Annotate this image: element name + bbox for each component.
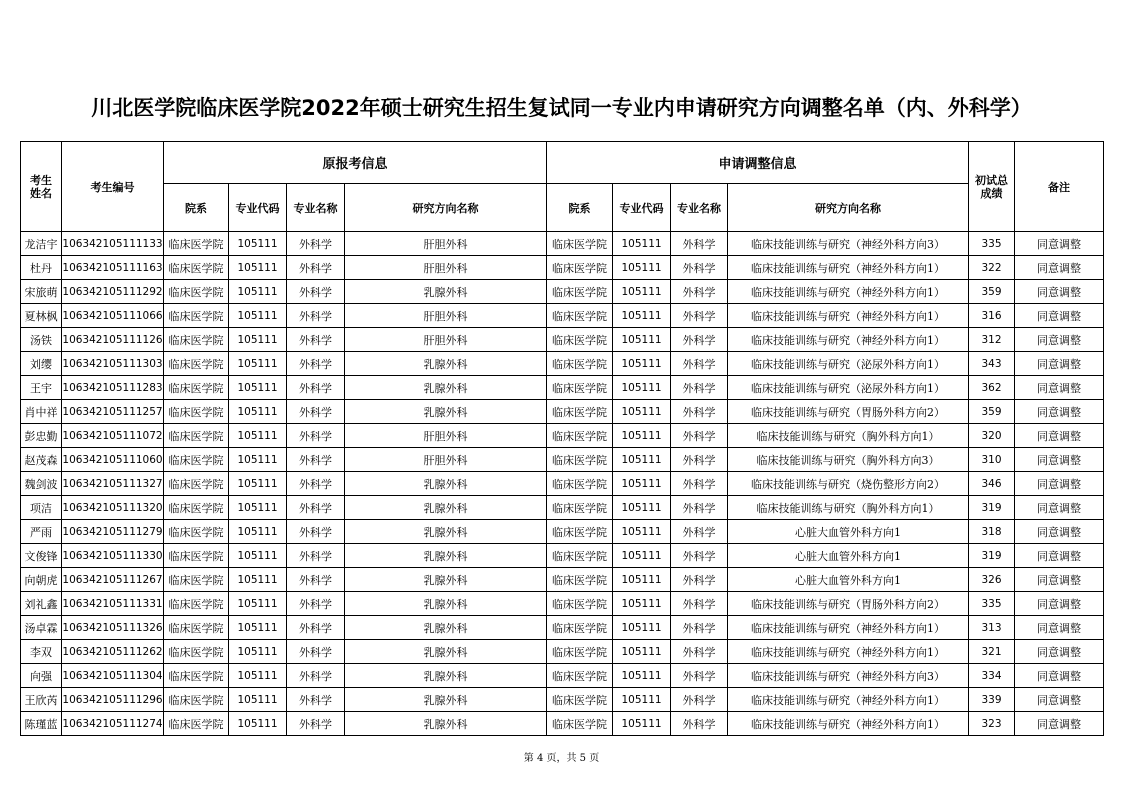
cell-exam-id: 106342105111072 (62, 424, 164, 448)
cell-name: 彭忠勤 (21, 424, 62, 448)
cell-score: 322 (969, 256, 1015, 280)
cell-new-major-code: 105111 (613, 448, 671, 472)
cell-new-major-name: 外科学 (671, 232, 728, 256)
cell-exam-id: 106342105111331 (62, 592, 164, 616)
cell-new-college: 临床医学院 (547, 640, 613, 664)
cell-major-name: 外科学 (287, 640, 345, 664)
cell-direction: 肝胆外科 (345, 448, 547, 472)
cell-college: 临床医学院 (164, 544, 229, 568)
cell-exam-id: 106342105111304 (62, 664, 164, 688)
cell-new-college: 临床医学院 (547, 328, 613, 352)
cell-new-direction: 临床技能训练与研究（神经外科方向3） (728, 664, 969, 688)
cell-new-college: 临床医学院 (547, 664, 613, 688)
cell-new-major-code: 105111 (613, 328, 671, 352)
cell-score: 319 (969, 496, 1015, 520)
cell-remark: 同意调整 (1015, 616, 1104, 640)
cell-new-major-name: 外科学 (671, 520, 728, 544)
adjustment-table (20, 141, 1104, 736)
table-row (21, 280, 1104, 304)
cell-major-code: 105111 (229, 376, 287, 400)
cell-major-code: 105111 (229, 688, 287, 712)
cell-major-name: 外科学 (287, 304, 345, 328)
cell-exam-id: 106342105111283 (62, 376, 164, 400)
cell-new-direction: 临床技能训练与研究（神经外科方向1） (728, 280, 969, 304)
cell-new-direction: 临床技能训练与研究（神经外科方向1） (728, 304, 969, 328)
cell-college: 临床医学院 (164, 328, 229, 352)
table-row (21, 448, 1104, 472)
cell-direction: 肝胆外科 (345, 304, 547, 328)
cell-new-major-name: 外科学 (671, 256, 728, 280)
cell-major-name: 外科学 (287, 448, 345, 472)
cell-score: 320 (969, 424, 1015, 448)
cell-major-code: 105111 (229, 352, 287, 376)
cell-major-code: 105111 (229, 544, 287, 568)
cell-major-code: 105111 (229, 616, 287, 640)
cell-new-direction: 临床技能训练与研究（神经外科方向1） (728, 256, 969, 280)
cell-direction: 乳腺外科 (345, 616, 547, 640)
cell-new-major-name: 外科学 (671, 568, 728, 592)
cell-major-code: 105111 (229, 520, 287, 544)
cell-new-major-code: 105111 (613, 424, 671, 448)
cell-new-major-code: 105111 (613, 520, 671, 544)
cell-major-code: 105111 (229, 640, 287, 664)
cell-new-college: 临床医学院 (547, 472, 613, 496)
cell-major-name: 外科学 (287, 688, 345, 712)
cell-exam-id: 106342105111267 (62, 568, 164, 592)
cell-new-direction: 临床技能训练与研究（泌尿外科方向1） (728, 352, 969, 376)
cell-score: 346 (969, 472, 1015, 496)
cell-score: 343 (969, 352, 1015, 376)
cell-college: 临床医学院 (164, 664, 229, 688)
cell-new-direction: 临床技能训练与研究（神经外科方向1） (728, 688, 969, 712)
table-row (21, 424, 1104, 448)
cell-remark: 同意调整 (1015, 424, 1104, 448)
cell-college: 临床医学院 (164, 568, 229, 592)
cell-new-college: 临床医学院 (547, 496, 613, 520)
cell-score: 313 (969, 616, 1015, 640)
cell-name: 陈瑾蓝 (21, 712, 62, 736)
cell-direction: 乳腺外科 (345, 688, 547, 712)
cell-college: 临床医学院 (164, 400, 229, 424)
cell-major-name: 外科学 (287, 616, 345, 640)
cell-remark: 同意调整 (1015, 256, 1104, 280)
cell-college: 临床医学院 (164, 304, 229, 328)
cell-major-code: 105111 (229, 256, 287, 280)
cell-new-major-code: 105111 (613, 496, 671, 520)
cell-exam-id: 106342105111274 (62, 712, 164, 736)
cell-new-major-name: 外科学 (671, 400, 728, 424)
cell-new-major-code: 105111 (613, 712, 671, 736)
cell-new-major-name: 外科学 (671, 328, 728, 352)
cell-name: 项洁 (21, 496, 62, 520)
cell-exam-id: 106342105111320 (62, 496, 164, 520)
cell-new-major-code: 105111 (613, 280, 671, 304)
cell-new-major-name: 外科学 (671, 376, 728, 400)
cell-major-code: 105111 (229, 712, 287, 736)
cell-direction: 乳腺外科 (345, 496, 547, 520)
header-new-major-code: 专业代码 (613, 184, 671, 232)
cell-major-name: 外科学 (287, 400, 345, 424)
cell-major-name: 外科学 (287, 352, 345, 376)
cell-new-direction: 临床技能训练与研究（烧伤整形方向2） (728, 472, 969, 496)
cell-direction: 乳腺外科 (345, 568, 547, 592)
cell-new-direction: 临床技能训练与研究（胸外科方向1） (728, 496, 969, 520)
header-exam-id: 考生编号 (62, 142, 164, 232)
cell-college: 临床医学院 (164, 640, 229, 664)
cell-name: 刘礼鑫 (21, 592, 62, 616)
cell-exam-id: 106342105111133 (62, 232, 164, 256)
cell-major-code: 105111 (229, 232, 287, 256)
cell-new-major-name: 外科学 (671, 280, 728, 304)
cell-major-name: 外科学 (287, 232, 345, 256)
cell-college: 临床医学院 (164, 376, 229, 400)
cell-exam-id: 106342105111330 (62, 544, 164, 568)
cell-exam-id: 106342105111327 (62, 472, 164, 496)
cell-score: 321 (969, 640, 1015, 664)
cell-new-college: 临床医学院 (547, 688, 613, 712)
cell-remark: 同意调整 (1015, 640, 1104, 664)
cell-college: 临床医学院 (164, 448, 229, 472)
cell-direction: 乳腺外科 (345, 712, 547, 736)
cell-new-major-code: 105111 (613, 616, 671, 640)
cell-major-code: 105111 (229, 424, 287, 448)
header-college: 院系 (164, 184, 229, 232)
cell-new-college: 临床医学院 (547, 256, 613, 280)
cell-name: 魏剑波 (21, 472, 62, 496)
cell-new-major-name: 外科学 (671, 688, 728, 712)
cell-new-major-name: 外科学 (671, 352, 728, 376)
table-row (21, 688, 1104, 712)
header-score: 初试总成绩 (969, 142, 1015, 232)
cell-new-major-code: 105111 (613, 400, 671, 424)
cell-major-name: 外科学 (287, 328, 345, 352)
page-number: 第 4 页，共 5 页 (523, 753, 600, 764)
cell-college: 临床医学院 (164, 472, 229, 496)
cell-direction: 乳腺外科 (345, 640, 547, 664)
cell-remark: 同意调整 (1015, 472, 1104, 496)
cell-major-name: 外科学 (287, 280, 345, 304)
header-major-code: 专业代码 (229, 184, 287, 232)
cell-name: 汤卓霖 (21, 616, 62, 640)
header-new-college: 院系 (547, 184, 613, 232)
table-row (21, 640, 1104, 664)
cell-score: 319 (969, 544, 1015, 568)
cell-exam-id: 106342105111326 (62, 616, 164, 640)
cell-major-code: 105111 (229, 592, 287, 616)
cell-new-major-name: 外科学 (671, 304, 728, 328)
cell-name: 王宇 (21, 376, 62, 400)
cell-direction: 乳腺外科 (345, 520, 547, 544)
cell-major-name: 外科学 (287, 664, 345, 688)
cell-new-direction: 临床技能训练与研究（泌尿外科方向1） (728, 376, 969, 400)
cell-new-major-name: 外科学 (671, 664, 728, 688)
cell-new-college: 临床医学院 (547, 592, 613, 616)
cell-major-name: 外科学 (287, 376, 345, 400)
cell-exam-id: 106342105111126 (62, 328, 164, 352)
cell-remark: 同意调整 (1015, 544, 1104, 568)
cell-new-direction: 临床技能训练与研究（胸外科方向3） (728, 448, 969, 472)
cell-name: 宋旅萌 (21, 280, 62, 304)
cell-new-major-code: 105111 (613, 232, 671, 256)
cell-exam-id: 106342105111296 (62, 688, 164, 712)
cell-exam-id: 106342105111262 (62, 640, 164, 664)
cell-name: 汤铁 (21, 328, 62, 352)
table-row (21, 496, 1104, 520)
table-row (21, 328, 1104, 352)
cell-new-college: 临床医学院 (547, 400, 613, 424)
header-remark: 备注 (1015, 142, 1104, 232)
table-row (21, 592, 1104, 616)
cell-major-code: 105111 (229, 664, 287, 688)
cell-new-direction: 心脏大血管外科方向1 (728, 568, 969, 592)
cell-remark: 同意调整 (1015, 496, 1104, 520)
cell-remark: 同意调整 (1015, 688, 1104, 712)
cell-new-college: 临床医学院 (547, 376, 613, 400)
cell-score: 318 (969, 520, 1015, 544)
cell-score: 323 (969, 712, 1015, 736)
cell-remark: 同意调整 (1015, 304, 1104, 328)
cell-direction: 乳腺外科 (345, 592, 547, 616)
cell-major-name: 外科学 (287, 544, 345, 568)
cell-new-direction: 临床技能训练与研究（胃肠外科方向2） (728, 400, 969, 424)
cell-exam-id: 106342105111163 (62, 256, 164, 280)
cell-new-direction: 临床技能训练与研究（胃肠外科方向2） (728, 592, 969, 616)
cell-name: 文俊锋 (21, 544, 62, 568)
cell-score: 335 (969, 592, 1015, 616)
cell-major-code: 105111 (229, 400, 287, 424)
header-original-group: 原报考信息 (164, 142, 547, 184)
cell-new-college: 临床医学院 (547, 544, 613, 568)
cell-direction: 乳腺外科 (345, 352, 547, 376)
cell-new-major-name: 外科学 (671, 448, 728, 472)
header-name: 考生姓名 (21, 142, 62, 232)
cell-direction: 肝胆外科 (345, 256, 547, 280)
cell-name: 肖中祥 (21, 400, 62, 424)
cell-direction: 肝胆外科 (345, 232, 547, 256)
table-row (21, 520, 1104, 544)
header-adjust-group: 申请调整信息 (547, 142, 969, 184)
cell-new-major-name: 外科学 (671, 496, 728, 520)
cell-major-code: 105111 (229, 568, 287, 592)
cell-college: 临床医学院 (164, 424, 229, 448)
cell-name: 王欣芮 (21, 688, 62, 712)
cell-major-name: 外科学 (287, 712, 345, 736)
cell-new-major-code: 105111 (613, 256, 671, 280)
cell-new-college: 临床医学院 (547, 616, 613, 640)
cell-new-major-code: 105111 (613, 688, 671, 712)
cell-score: 312 (969, 328, 1015, 352)
cell-name: 严雨 (21, 520, 62, 544)
cell-new-major-code: 105111 (613, 664, 671, 688)
cell-direction: 乳腺外科 (345, 376, 547, 400)
cell-new-college: 临床医学院 (547, 424, 613, 448)
cell-exam-id: 106342105111066 (62, 304, 164, 328)
cell-remark: 同意调整 (1015, 400, 1104, 424)
cell-college: 临床医学院 (164, 496, 229, 520)
cell-direction: 肝胆外科 (345, 328, 547, 352)
table-row (21, 544, 1104, 568)
cell-new-major-name: 外科学 (671, 640, 728, 664)
cell-major-code: 105111 (229, 328, 287, 352)
cell-name: 赵茂森 (21, 448, 62, 472)
cell-major-name: 外科学 (287, 472, 345, 496)
cell-score: 359 (969, 400, 1015, 424)
table-row (21, 376, 1104, 400)
header-new-major-name: 专业名称 (671, 184, 728, 232)
table-row (21, 712, 1104, 736)
table-row (21, 352, 1104, 376)
cell-new-direction: 临床技能训练与研究（神经外科方向1） (728, 616, 969, 640)
cell-new-major-name: 外科学 (671, 424, 728, 448)
cell-new-college: 临床医学院 (547, 568, 613, 592)
cell-new-major-code: 105111 (613, 592, 671, 616)
cell-major-name: 外科学 (287, 568, 345, 592)
cell-college: 临床医学院 (164, 352, 229, 376)
cell-new-major-name: 外科学 (671, 544, 728, 568)
cell-new-major-name: 外科学 (671, 616, 728, 640)
cell-new-major-code: 105111 (613, 304, 671, 328)
table-row (21, 664, 1104, 688)
cell-college: 临床医学院 (164, 232, 229, 256)
cell-major-code: 105111 (229, 304, 287, 328)
cell-major-name: 外科学 (287, 496, 345, 520)
cell-exam-id: 106342105111279 (62, 520, 164, 544)
cell-name: 杜丹 (21, 256, 62, 280)
cell-college: 临床医学院 (164, 280, 229, 304)
cell-new-major-code: 105111 (613, 568, 671, 592)
cell-score: 335 (969, 232, 1015, 256)
cell-new-major-code: 105111 (613, 640, 671, 664)
cell-remark: 同意调整 (1015, 352, 1104, 376)
cell-score: 326 (969, 568, 1015, 592)
cell-new-college: 临床医学院 (547, 448, 613, 472)
cell-direction: 乳腺外科 (345, 280, 547, 304)
cell-exam-id: 106342105111303 (62, 352, 164, 376)
cell-new-major-code: 105111 (613, 472, 671, 496)
table-row (21, 400, 1104, 424)
cell-college: 临床医学院 (164, 712, 229, 736)
cell-remark: 同意调整 (1015, 448, 1104, 472)
cell-remark: 同意调整 (1015, 664, 1104, 688)
cell-new-major-name: 外科学 (671, 592, 728, 616)
cell-score: 359 (969, 280, 1015, 304)
cell-college: 临床医学院 (164, 520, 229, 544)
cell-new-direction: 心脏大血管外科方向1 (728, 544, 969, 568)
cell-remark: 同意调整 (1015, 568, 1104, 592)
cell-direction: 乳腺外科 (345, 400, 547, 424)
header-direction: 研究方向名称 (345, 184, 547, 232)
table-row (21, 472, 1104, 496)
table-row (21, 616, 1104, 640)
cell-exam-id: 106342105111292 (62, 280, 164, 304)
cell-major-name: 外科学 (287, 256, 345, 280)
cell-score: 310 (969, 448, 1015, 472)
cell-college: 临床医学院 (164, 616, 229, 640)
cell-remark: 同意调整 (1015, 712, 1104, 736)
cell-college: 临床医学院 (164, 688, 229, 712)
cell-direction: 肝胆外科 (345, 424, 547, 448)
cell-new-direction: 临床技能训练与研究（神经外科方向3） (728, 232, 969, 256)
cell-remark: 同意调整 (1015, 376, 1104, 400)
table-row (21, 568, 1104, 592)
cell-score: 339 (969, 688, 1015, 712)
cell-new-direction: 临床技能训练与研究（胸外科方向1） (728, 424, 969, 448)
cell-direction: 乳腺外科 (345, 472, 547, 496)
header-major-name: 专业名称 (287, 184, 345, 232)
table-row (21, 304, 1104, 328)
cell-direction: 乳腺外科 (345, 544, 547, 568)
cell-new-college: 临床医学院 (547, 304, 613, 328)
cell-new-college: 临床医学院 (547, 520, 613, 544)
cell-new-direction: 心脏大血管外科方向1 (728, 520, 969, 544)
cell-major-code: 105111 (229, 280, 287, 304)
cell-new-major-code: 105111 (613, 352, 671, 376)
cell-remark: 同意调整 (1015, 328, 1104, 352)
cell-major-name: 外科学 (287, 592, 345, 616)
cell-major-code: 105111 (229, 448, 287, 472)
cell-name: 李双 (21, 640, 62, 664)
cell-remark: 同意调整 (1015, 520, 1104, 544)
cell-direction: 乳腺外科 (345, 664, 547, 688)
cell-major-code: 105111 (229, 472, 287, 496)
table-row (21, 232, 1104, 256)
cell-new-college: 临床医学院 (547, 280, 613, 304)
cell-score: 362 (969, 376, 1015, 400)
cell-college: 临床医学院 (164, 256, 229, 280)
cell-remark: 同意调整 (1015, 232, 1104, 256)
cell-name: 向朝虎 (21, 568, 62, 592)
table-row (21, 256, 1104, 280)
cell-new-college: 临床医学院 (547, 232, 613, 256)
cell-name: 夏林枫 (21, 304, 62, 328)
cell-new-college: 临床医学院 (547, 352, 613, 376)
header-new-direction: 研究方向名称 (728, 184, 969, 232)
cell-new-direction: 临床技能训练与研究（神经外科方向1） (728, 328, 969, 352)
cell-remark: 同意调整 (1015, 280, 1104, 304)
cell-score: 316 (969, 304, 1015, 328)
cell-college: 临床医学院 (164, 592, 229, 616)
cell-score: 334 (969, 664, 1015, 688)
cell-new-direction: 临床技能训练与研究（神经外科方向1） (728, 712, 969, 736)
cell-name: 刘缨 (21, 352, 62, 376)
cell-new-direction: 临床技能训练与研究（神经外科方向1） (728, 640, 969, 664)
cell-major-name: 外科学 (287, 424, 345, 448)
cell-name: 向强 (21, 664, 62, 688)
cell-exam-id: 106342105111060 (62, 448, 164, 472)
cell-new-major-code: 105111 (613, 544, 671, 568)
cell-new-major-code: 105111 (613, 376, 671, 400)
cell-new-major-name: 外科学 (671, 712, 728, 736)
cell-name: 龙洁宇 (21, 232, 62, 256)
cell-new-major-name: 外科学 (671, 472, 728, 496)
cell-exam-id: 106342105111257 (62, 400, 164, 424)
cell-major-code: 105111 (229, 496, 287, 520)
cell-new-college: 临床医学院 (547, 712, 613, 736)
cell-remark: 同意调整 (1015, 592, 1104, 616)
cell-major-name: 外科学 (287, 520, 345, 544)
page-title: 川北医学院临床医学院2022年硕士研究生招生复试同一专业内申请研究方向调整名单（内、外科学） (91, 96, 1032, 120)
